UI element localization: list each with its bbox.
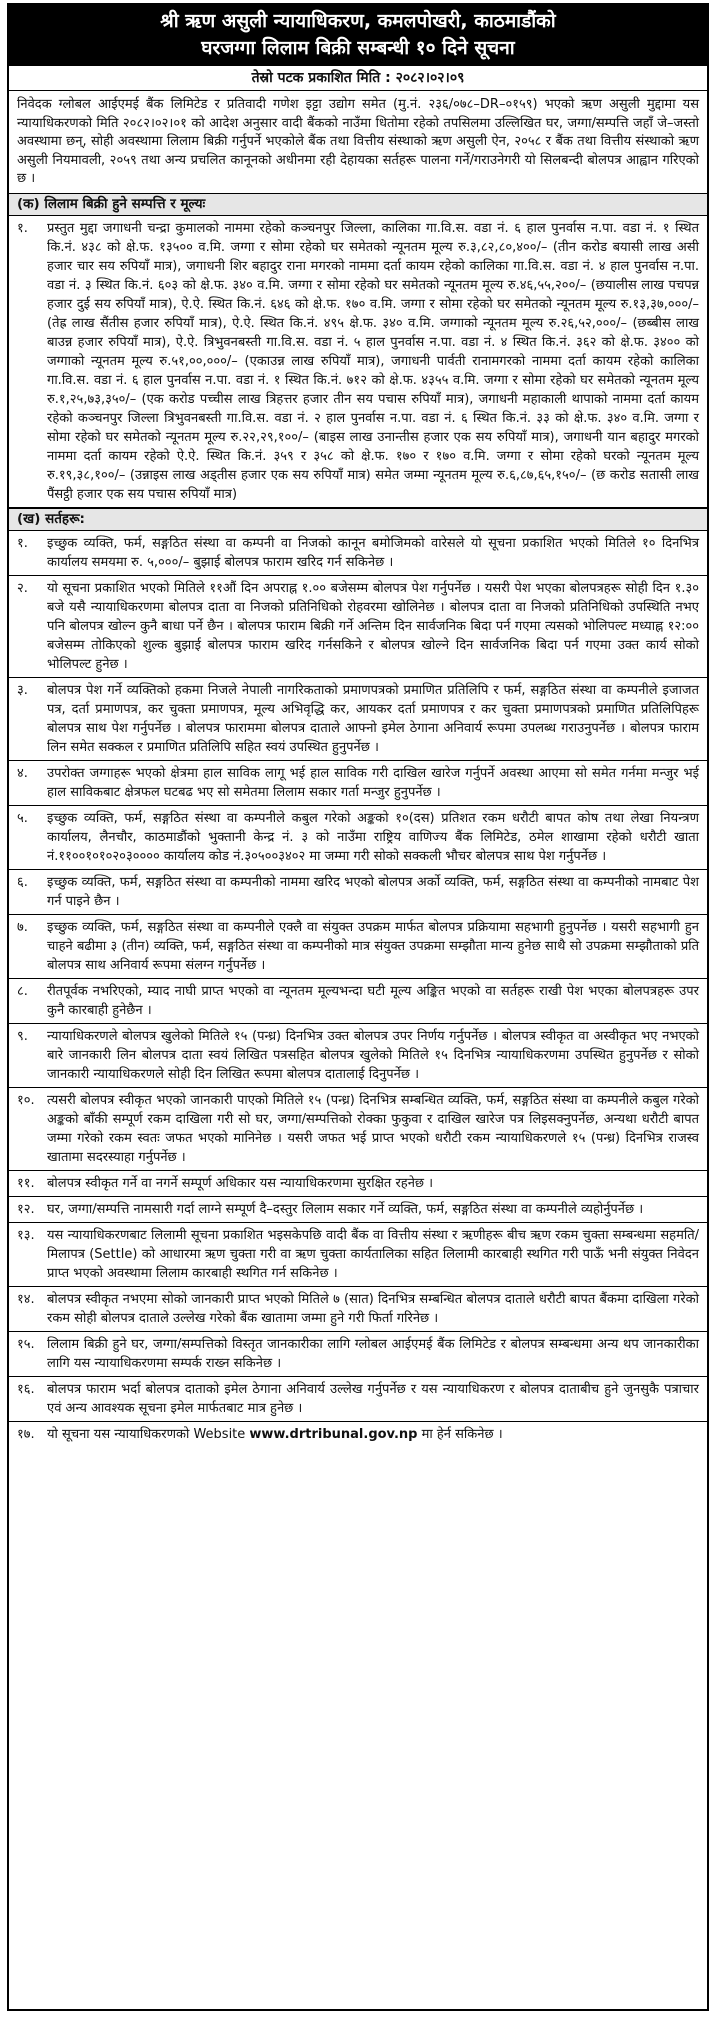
condition-item bbox=[9, 1171, 707, 1197]
condition-item bbox=[9, 761, 707, 806]
condition-item bbox=[9, 806, 707, 870]
website-text-before: यो सूचना यस न्यायाधिकरणको Website bbox=[47, 1426, 250, 1442]
item-text: इच्छुक व्यक्ति, फर्म, सङ्गठित संस्था वा कम्पनी वा निजको कानून बमोजिमको वारेसले यो सूचना प्रकाशित भएको मितिले १० दिनभित्र कार्यालय समयमा रु. ५,०००/– बुझाई बोलपत्र फाराम खरिद गर्न सकिनेछ । bbox=[47, 535, 699, 570]
website-text-after: मा हेर्न सकिनेछ । bbox=[417, 1426, 503, 1442]
item-number: १२. bbox=[17, 1201, 35, 1217]
item-number: १. bbox=[17, 535, 28, 551]
item-number: १५. bbox=[17, 1336, 35, 1352]
item-text: बोलपत्र स्वीकृत नभएमा सोको जानकारी प्राप्त भएको मितिले ७ (सात) दिनभित्र सम्बन्धित बोलपत्र दाताले धरौटी बापत बैंकमा दाखिला गरेको रकम सोही बोलपत्र दाताले उल्लेख गरेको बैंक खातामा जम्मा हुने गरी फिर्ता गरिनेछ । bbox=[47, 1291, 699, 1326]
item-text: घर, जग्गा/सम्पत्ति नामसारी गर्दा लाग्ने सम्पूर्ण दै–दस्तुर लिलाम सकार गर्ने व्यक्ति, फर्म, सङ्गठित संस्था वा कम्पनीले व्यहोर्नुपर्नेछ । bbox=[47, 1201, 644, 1217]
item-text: प्रस्तुत मुद्दा जगाधनी चन्द्रा कुमालको नाममा रहेको कञ्चनपुर जिल्ला, कालिका गा.वि.स. वडा नं. ६ हाल पुनर्वास न.पा. वडा नं. १ स्थित कि.नं. ४३८ को क्षे.फ. १३५०० व.मि. जग्गा र सोमा रहेको घर समेतको न्यूनतम मूल्य रु.३,८२,८०,४००/– (तीन करोड बयासी लाख असी हजार चार सय रुपियाँ मात्र), जगाधनी शिर बहादुर राना मगरको नाममा दर्ता कायम रहेको कालिका गा.वि.स. वडा नं. ४ हाल पुनर्वास न.पा. वडा नं. ३ स्थित कि.नं. ६०३ को क्षे.फ. ३४० व.मि. जग्गा र सोमा रहेको घर समेतको न्यूनतम मूल्य रु.४६,५५,२००/– (छयालीस लाख पचपन्न हजार दुई सय रुपियाँ मात्र), ऐ.ऐ. स्थित कि.नं. ६४६ को क्षे.फ. १७० व.मि. जग्गा र सोमा रहेको घर समेतको न्यूनतम मूल्य रु.१३,३७,०००/– (तेह्र लाख सैंतीस हजार रुपियाँ मात्र), ऐ.ऐ. स्थित कि.नं. ४९५ क्षे.फ. ३४० व.मि. जग्गाको न्यूनतम मूल्य रु.२६,५२,०००/– (छब्बीस लाख बाउन्न हजार रुपियाँ मात्र), ऐ.ऐ. त्रिभुवनबस्ती गा.वि.स. वडा नं. ५ हाल पुनर्वास न.पा. वडा नं. ४ स्थित कि.नं. ३६२ को क्षे.फ. ३४०० को जग्गाको न्यूनतम मूल्य रु.५१,००,०००/– (एकाउन्न लाख रुपियाँ मात्र), जगाधनी पार्वती रानामगरको नाममा दर्ता कायम रहेको कालिका गा.वि.स. वडा नं. ६ हाल पुनर्वास न.पा. वडा नं. १ स्थित कि.नं. ७१२ को क्षे.फ. ४३५५ व.मि. जग्गा र सोमा रहेको घर समेतको न्यूनतम मूल्य रु.१,२५,७३,३५०/– (एक करोड पच्चीस लाख त्रिहत्तर हजार तीन सय पचास रुपियाँ मात्र), जगाधनी महाकाली थापाको नाममा दर्ता कायम रहेको कञ्चनपुर जिल्ला त्रिभुवनबस्ती गा.वि.स. वडा नं. २ हाल पुनर्वास न.पा. वडा नं. ६ स्थित कि.नं. ३३ को क्षे.फ. ३४० व.मि. जग्गा र सोमा रहेको घर समेतको न्यूनतम मूल्य रु.२२,२९,१००/– (बाइस लाख उनान्तीस हजार एक सय रुपियाँ मात्र), जगाधनी यान बहादुर मगरको नाममा दर्ता कायम रहेको ऐ.ऐ. स्थित कि.नं. ३५९ र ३५८ को क्षे.फ. १७० र १७० व.मि. जग्गा र सोमा रहेको घरको न्यूनतम मूल्य रु.१९,३८,१००/– (उन्नाइस लाख अड्तीस हजार एक सय रुपियाँ मात्र) समेत जम्मा न्यूनतम मूल्य रु.६,८७,६५,१५०/– (छ करोड सतासी लाख पैंसट्ठी हजार एक सय पचास रुपियाँ मात्र) bbox=[47, 220, 699, 502]
item-number: २. bbox=[17, 580, 28, 596]
section-property-heading: (क) लिलाम बिक्री हुने सम्पत्ति र मूल्यः bbox=[9, 193, 707, 216]
property-item bbox=[9, 216, 707, 508]
item-text: बोलपत्र पेश गर्ने व्यक्तिको हकमा निजले नेपाली नागरिकताको प्रमाणपत्रको प्रमाणित प्रतिलिपि र फर्म, सङ्गठित संस्था वा कम्पनीले इजाजत पत्र, दर्ता प्रमाणपत्र, कर चुक्ता प्रमाणपत्र, मूल्य अभिवृद्धि कर, आयकर दर्ता प्रमाणपत्र र कर चुक्ता प्रमाणपत्रको प्रमाणित प्रतिलिपिहरू बोलपत्र साथ पेश गर्नुपर्नेछ । बोलपत्र फाराममा बोलपत्र दाताले आफ्नो इमेल ठेगाना अनिवार्य रूपमा उपलब्ध गराउनुपर्नेछ । बोलपत्र फाराम लिन समेत सक्कल र प्रमाणित प्रतिलिपि सहित स्वयं उपस्थित हुनुपर्नेछ । bbox=[47, 682, 699, 755]
condition-item-website bbox=[9, 1422, 707, 1447]
website-link[interactable]: www.drtribunal.gov.np bbox=[249, 1426, 418, 1442]
notice-header bbox=[9, 5, 707, 66]
condition-item bbox=[9, 1377, 707, 1422]
item-text: लिलाम बिक्री हुने घर, जग्गा/सम्पत्तिको विस्तृत जानकारीका लागि ग्लोबल आईएमई बैंक लिमिटेड र बोलपत्र सम्बन्धमा अन्य थप जानकारीका लागि यस न्यायाधिकरणमा सम्पर्क राख्न सकिनेछ । bbox=[47, 1336, 699, 1371]
item-number: ९. bbox=[17, 1028, 28, 1044]
item-text bbox=[47, 1425, 699, 1444]
condition-item bbox=[9, 1024, 707, 1088]
condition-item bbox=[9, 531, 707, 576]
item-number: ३. bbox=[17, 682, 28, 698]
item-text: यो सूचना प्रकाशित भएको मितिले ११औं दिन अपराह्न १.०० बजेसम्म बोलपत्र पेश गर्नुपर्नेछ । यसरी पेश भएका बोलपत्रहरू सोही दिन १.३० बजे यसै न्यायाधिकरणमा बोलपत्र दाता वा निजको प्रतिनिधिको रोहवरमा खोलिनेछ । बोलपत्र दाता वा निजको प्रतिनिधिको उपस्थिति नभए पनि बोलपत्र खोल्न कुनै बाधा पर्ने छैन । बोलपत्र फाराम बिक्री गर्ने अन्तिम दिन सार्वजनिक बिदा पर्न गएमा त्यसको भोलिपल्ट मध्याह्न १२:०० बजेसम्म तोकिएको शुल्क बुझाई बोलपत्र फाराम खरिद गर्नसकिने र बोलपत्र खोल्ने दिन सार्वजनिक बिदा पर्न गएमा उक्त कार्य सोको भोलिपल्ट हुनेछ । bbox=[47, 580, 699, 672]
item-number: १०. bbox=[17, 1092, 35, 1108]
item-text: यस न्यायाधिकरणबाट लिलामी सूचना प्रकाशित भइसकेपछि वादी बैंक वा वित्तीय संस्था र ऋणीहरू बीच ऋण रकम चुक्ता सम्बन्धमा सहमति/मिलापत्र (Settle) को आधारमा ऋण चुक्ता गरी वा ऋण चुक्ता कार्यतालिका सहित लिलामी कारबाही स्थगित गरी पाऊँ भनी संयुक्त निवेदन प्राप्त भएको अवस्थामा लिलाम कारबाही स्थगित गर्न सकिनेछ । bbox=[47, 1227, 699, 1281]
item-number: ७. bbox=[17, 919, 28, 935]
item-text: रीतपूर्वक नभरिएको, म्याद नाघी प्राप्त भएको वा न्यूनतम मूल्यभन्दा घटी मूल्य अङ्कित भएको वा सर्तहरू राखी पेश भएका बोलपत्रहरू उपर कुनै कारबाही हुनेछैन । bbox=[47, 983, 699, 1018]
condition-item bbox=[9, 1223, 707, 1287]
item-number: ५. bbox=[17, 810, 28, 826]
item-number: ६. bbox=[17, 874, 28, 890]
item-text: बोलपत्र फाराम भर्दा बोलपत्र दाताको इमेल ठेगाना अनिवार्य उल्लेख गर्नुपर्नेछ र यस न्यायाधिकरण र बोलपत्र दाताबीच हुने जुनसुकै पत्राचार एवं अन्य आवश्यक सूचना इमेल मार्फतबाट मात्र हुनेछ । bbox=[47, 1381, 699, 1416]
item-text: बोलपत्र स्वीकृत गर्ने वा नगर्ने सम्पूर्ण अधिकार यस न्यायाधिकरणमा सुरक्षित रहनेछ । bbox=[47, 1175, 434, 1191]
condition-item bbox=[9, 915, 707, 979]
item-text: इच्छुक व्यक्ति, फर्म, सङ्गठित संस्था वा कम्पनीको नाममा खरिद भएको बोलपत्र अर्को व्यक्ति, फर्म, सङ्गठित संस्था वा कम्पनीको नामबाट पेश गर्न पाइने छैन । bbox=[47, 874, 699, 909]
publication-date: तेस्रो पटक प्रकाशित मिति : २०८२।०२।०९ bbox=[9, 66, 707, 91]
intro-paragraph: निवेदक ग्लोबल आईएमई बैंक लिमिटेड र प्रतिवादी गणेश इट्टा उद्योग समेत (मु.नं. २३६/०७८–DR–०१५९) भएको ऋण असुली मुद्दामा यस न्यायाधिकरणको मिति २०८२।०२।०१ को आदेश अनुसार वादी बैंकको नाउँमा धितोमा रहेको तपसिलमा उल्लिखित घर, जग्गा/सम्पत्ति जहाँ जे–जस्तो अवस्थामा छन्, सोही अवस्थामा लिलाम बिक्री गर्नुपर्ने भएकोले बैंक तथा वित्तीय संस्थाको ऋण असुली ऐन, २०५८ र बैंक तथा वित्तीय संस्थाको ऋण असुली नियमावली, २०५९ तथा अन्य प्रचलित कानूनको अधीनमा रही देहायका सर्तहरू पालना गर्ने/गराउनेगरी यो सिलबन्दी बोलपत्र आह्वान गरिएको छ । bbox=[17, 97, 699, 187]
item-text: इच्छुक व्यक्ति, फर्म, सङ्गठित संस्था वा कम्पनीले एक्लै वा संयुक्त उपक्रम मार्फत बोलपत्र प्रक्रियामा सहभागी हुनुपर्नेछ । यसरी सहभागी हुन चाहने बढीमा ३ (तीन) व्यक्ति, फर्म, सङ्गठित संस्था वा कम्पनीको मात्र संयुक्त उपक्रमा सम्झौता मान्य हुनेछ साथै सो उपक्रमा सम्झौताको प्रति बोलपत्र साथ अनिवार्य रूपमा संलग्न गर्नुपर्नेछ । bbox=[47, 919, 699, 973]
condition-item bbox=[9, 1088, 707, 1171]
section-conditions-heading: (ख) सर्तहरू: bbox=[9, 508, 707, 531]
condition-item bbox=[9, 678, 707, 761]
item-number: ११. bbox=[17, 1175, 35, 1191]
item-number: ४. bbox=[17, 765, 28, 781]
header-subtitle: घरजग्गा लिलाम बिक्री सम्बन्धी १० दिने सूचना bbox=[201, 37, 515, 59]
item-number: १७. bbox=[17, 1426, 35, 1442]
item-text: उपरोक्त जग्गाहरू भएको क्षेत्रमा हाल साविक लागू भई हाल साविक गरी दाखिल खारेज गर्नुपर्ने अवस्था आएमा सो समेत गर्नमा मन्जुर भई हाल साविकबाट क्षेत्रफल घटबढ भए सो समेतमा लिलाम सकार गर्ता मन्जुर हुनुपर्नेछ । bbox=[47, 765, 699, 800]
header-title: श्री ऋण असुली न्यायाधिकरण, कमलपोखरी, काठमाडौंको bbox=[160, 10, 556, 32]
item-number: १३. bbox=[17, 1227, 35, 1243]
item-text: न्यायाधिकरणले बोलपत्र खुलेको मितिले १५ (पन्ध्र) दिनभित्र उक्त बोलपत्र उपर निर्णय गर्नुपर्नेछ । बोलपत्र स्वीकृत वा अस्वीकृत भए नभएको बारे जानकारी लिन बोलपत्र दाता स्वयं लिखित पत्रसहित बोलपत्र खुलेको मितिले १५ दिनभित्र न्यायाधिकरणमा उपस्थित हुनुपर्नेछ र सोको जानकारी न्यायाधिकरणले सोही दिन लिखित रूपमा बोलपत्र दातालाई दिनुपर्नेछ । bbox=[47, 1028, 699, 1082]
item-number: ८. bbox=[17, 983, 28, 999]
item-number: १४. bbox=[17, 1291, 35, 1307]
condition-item bbox=[9, 870, 707, 915]
condition-item bbox=[9, 979, 707, 1024]
auction-notice bbox=[7, 3, 709, 2011]
condition-item bbox=[9, 1197, 707, 1223]
condition-item bbox=[9, 1287, 707, 1332]
condition-item bbox=[9, 1332, 707, 1377]
condition-item bbox=[9, 576, 707, 678]
item-text: त्यसरी बोलपत्र स्वीकृत भएको जानकारी पाएको मितिले १५ (पन्ध्र) दिनभित्र सम्बन्धित व्यक्ति, फर्म, सङ्गठित संस्था वा कम्पनीले कबुल गरेको अङ्कको बाँकी सम्पूर्ण रकम दाखिला गरी सो घर, जग्गा/सम्पत्तिको रोक्का फुकुवा र दाखिल खारेज पत्र लिइसक्नुपर्नेछ, अन्यथा धरौटी बापत जम्मा गरेको रकम स्वतः जफत भएको मानिनेछ । यसरी जफत भई प्राप्त भएको धरौटी रकम न्यायाधिकरणले १५ (पन्ध्र) दिनभित्र राजस्व खातामा सदरस्याहा गर्नुपर्नेछ । bbox=[47, 1092, 699, 1165]
item-number: १. bbox=[17, 220, 28, 236]
item-text: इच्छुक व्यक्ति, फर्म, सङ्गठित संस्था वा कम्पनीले कबुल गरेको अङ्कको १०(दस) प्रतिशत रकम धरौटी बापत कोष तथा लेखा नियन्त्रण कार्यालय, लैनचौर, काठमाडौंको भुक्तानी केन्द्र नं. ३ को नाउँमा राष्ट्रिय वाणिज्य बैंक लिमिटेड, ठमेल शाखामा रहेको धरौटी खाता नं.११००१०१०२०३०००० कार्यालय कोड नं.३०५००३४०२ मा जम्मा गरी सोको सक्कली भौचर बोलपत्र साथ पेश गर्नुपर्नेछ । bbox=[47, 810, 699, 864]
item-number: १६. bbox=[17, 1381, 35, 1397]
conditions-list bbox=[9, 531, 707, 1422]
